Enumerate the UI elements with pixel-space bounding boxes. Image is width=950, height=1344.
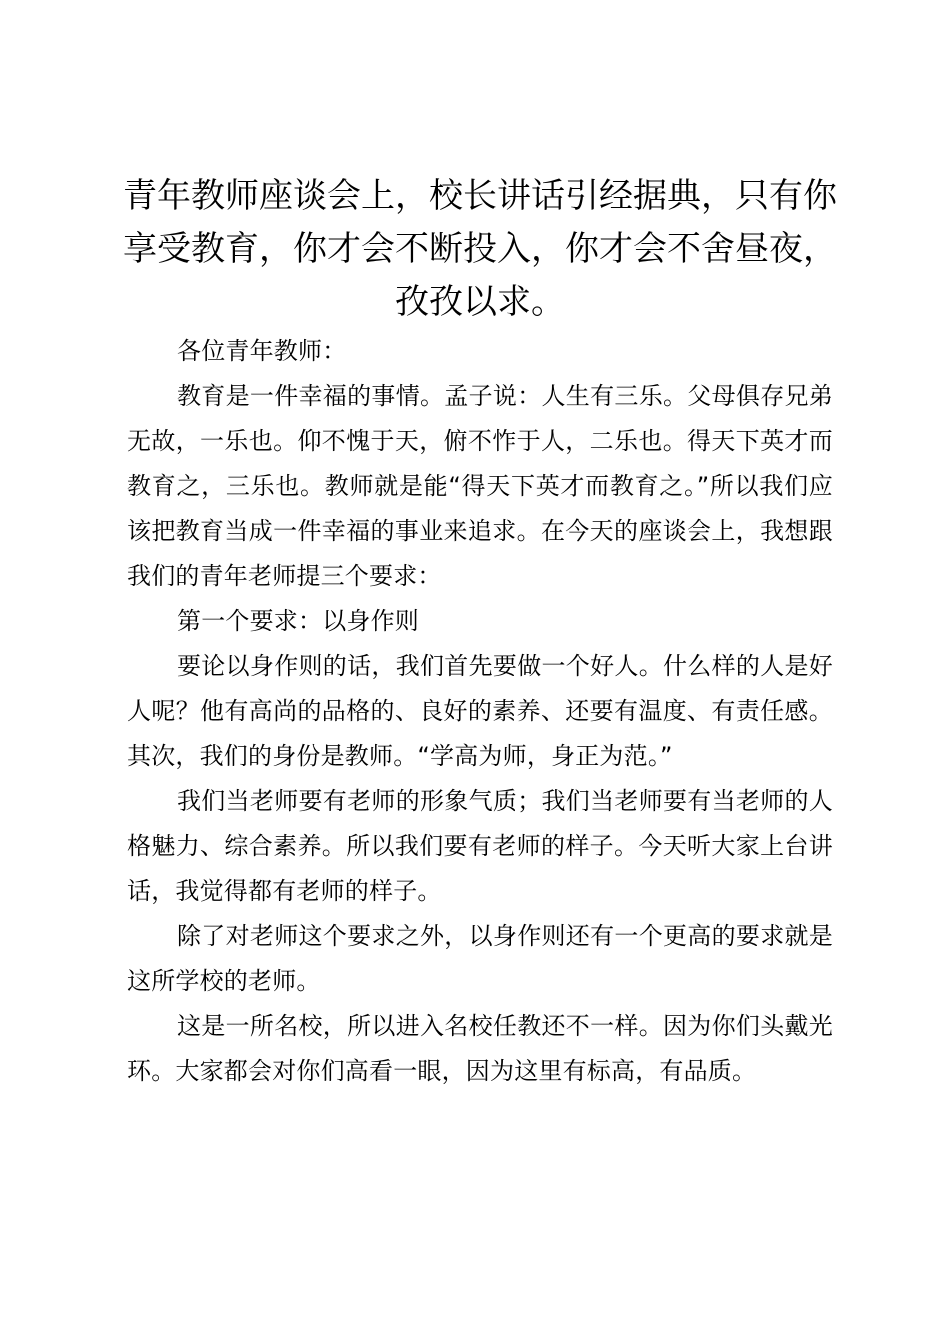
body-paragraph: 我们当老师要有老师的形象气质；我们当老师要有当老师的人格魅力、综合素养。所以我们要有老师的样子。今天听大家上台讲话，我觉得都有老师的样子。 — [127, 787, 833, 905]
body-paragraph: 要论以身作则的话，我们首先要做一个好人。什么样的人是好人呢？他有高尚的品格的、良好的素养、还要有温度、有责任感。其次，我们的身份是教师。“学高为师，身正为范。” — [127, 652, 833, 770]
document-title: 青年教师座谈会上，校长讲话引经据典，只有你享受教育，你才会不断投入，你才会不舍昼夜，孜孜以求。 — [123, 176, 837, 322]
body-paragraph: 教育是一件幸福的事情。孟子说：人生有三乐。父母俱存兄弟无故，一乐也。仰不愧于天，俯不怍于人，二乐也。得天下英才而教育之，三乐也。教师就是能“得天下英才而教育之。”所以我们应该把教育当成一件幸福的事业来追求。在今天的座谈会上，我想跟我们的青年老师提三个要求： — [127, 382, 833, 590]
section-heading-paragraph: 第一个要求：以身作则 — [177, 607, 419, 635]
salutation-paragraph: 各位青年教师： — [177, 337, 347, 365]
body-paragraph: 除了对老师这个要求之外，以身作则还有一个更高的要求就是这所学校的老师。 — [127, 922, 833, 995]
body-paragraph: 这是一所名校，所以进入名校任教还不一样。因为你们头戴光环。大家都会对你们高看一眼，因为这里有标高，有品质。 — [127, 1012, 833, 1085]
document-body — [127, 329, 833, 1094]
